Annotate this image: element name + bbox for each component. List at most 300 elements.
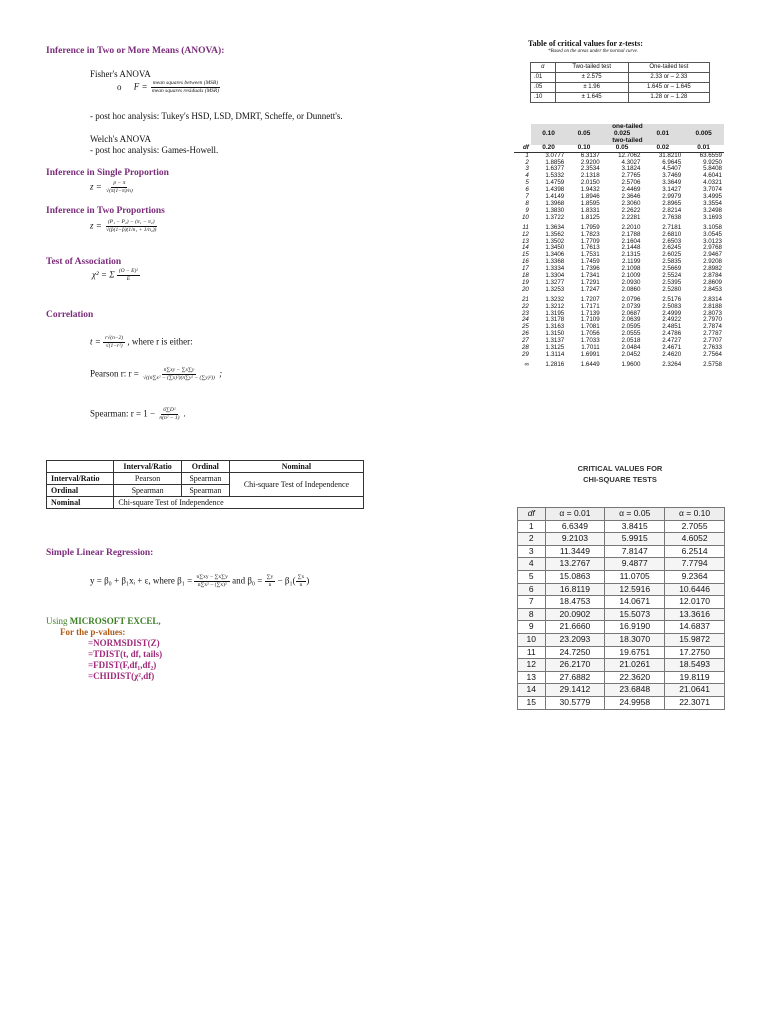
ttable-value-cell: 2.1604 (621, 237, 641, 245)
chi-value-cell: 4.6052 (665, 533, 725, 546)
chi-value-cell: 16.8119 (545, 583, 605, 596)
association-row-label: Nominal (47, 497, 114, 509)
chi-df-cell: 5 (518, 570, 546, 583)
two-proportions-numerator: (P₁ − P₂) − (π₁ − π₂) (107, 219, 155, 225)
ttable-df-cell: 6 (525, 186, 529, 194)
chi-square-table (517, 507, 725, 710)
chi-value-cell: 9.2364 (665, 570, 725, 583)
regression-b0-fraction (265, 574, 276, 589)
ttable-value-cell: 1.7531 (580, 251, 600, 259)
chi-header-cell: df (518, 508, 546, 521)
chi-df-cell: 7 (518, 596, 546, 609)
table-row (518, 583, 725, 596)
ttable-value-cell: 1.7396 (580, 265, 600, 273)
ttable-value-cell: 1.7247 (580, 285, 600, 293)
chi-square-lhs: χ² = Σ (92, 269, 115, 280)
ttable-value-cell: 2.5395 (662, 278, 682, 286)
ztable-header-cell: One-tailed test (628, 63, 709, 73)
ttable-df-cell: 10 (521, 213, 529, 221)
chi-value-cell: 2.7055 (665, 520, 725, 533)
ttable-value-cell: 1.3150 (545, 330, 565, 338)
fisher-bullet: o (117, 81, 122, 92)
ttable-value-cell: 2.2010 (621, 223, 641, 231)
table-row (531, 83, 710, 93)
ttable-alpha: 0.10 (566, 145, 601, 152)
ttable-value-cell: 2.7765 (621, 172, 641, 180)
ttable-value-cell: 4.3027 (621, 158, 641, 166)
excel-function: =CHIDIST(χ²,df) (88, 671, 155, 681)
correlation-t-numerator: r√(n−2) (105, 335, 124, 341)
chi-df-cell: 3 (518, 545, 546, 558)
ztable-header-cell: Two-tailed test (555, 63, 628, 73)
chi-value-cell: 15.5073 (605, 608, 665, 621)
ttable-value-cell: 1.7171 (580, 302, 600, 310)
single-proportion-numerator: p − π (113, 180, 126, 186)
ttable-value-cell: 1.9600 (621, 360, 641, 368)
ttable-alpha: 0.01 (642, 131, 683, 138)
chi-value-cell: 17.2750 (665, 646, 725, 659)
table-row (514, 287, 724, 295)
ttable-df-cell: 21 (521, 295, 529, 303)
ttable-value-cell: 2.9768 (703, 244, 722, 252)
regression-b0b-fraction (296, 574, 310, 589)
ttable-df-cell: 12 (521, 230, 529, 238)
ttable-value-cell: 1.7959 (580, 223, 600, 231)
ztable-cell: ± 1.645 (555, 93, 628, 103)
ttable-value-cell: 4.5407 (662, 165, 682, 173)
ttable-value-cell: 2.4851 (662, 323, 682, 331)
chi-value-cell: 7.7794 (665, 558, 725, 571)
association-header-cell: Ordinal (181, 461, 229, 473)
ttable-value-cell: 2.8784 (703, 272, 722, 280)
spearman-label: Spearman: r = 1 − (90, 408, 156, 419)
chi-value-cell: 7.8147 (605, 545, 665, 558)
ttable-value-cell: 2.9979 (662, 193, 682, 201)
single-proportion-fraction (104, 180, 135, 195)
ttable-df-cell: 19 (521, 278, 529, 286)
ttable-value-cell: 3.1427 (662, 186, 682, 194)
chi-value-cell: 14.0671 (605, 596, 665, 609)
chi-value-cell: 16.9190 (605, 621, 665, 634)
ttable-value-cell: 2.7181 (662, 223, 682, 231)
ttable-value-cell: 2.0930 (621, 278, 641, 286)
ttable-value-cell: 12.7062 (618, 151, 641, 159)
two-proportions-formula (90, 219, 158, 234)
ttable-value-cell: 2.0595 (621, 323, 641, 331)
ttable-df-cell: 16 (521, 258, 529, 266)
ttable-value-cell: 2.0687 (621, 309, 641, 317)
t-distribution-table (514, 124, 724, 369)
ttable-value-cell: 2.9467 (703, 251, 722, 259)
ttable-value-cell: 2.0518 (621, 337, 641, 345)
ttable-value-cell: 1.8595 (580, 199, 600, 207)
ttable-value-cell: 2.1009 (621, 272, 641, 280)
correlation-heading: Correlation (46, 310, 94, 320)
chi-df-cell: 15 (518, 696, 546, 709)
ttable-value-cell: 2.6025 (662, 251, 682, 259)
ttable-df-cell: 3 (525, 165, 529, 173)
ztable-cell: .05 (531, 83, 556, 93)
ttable-value-cell: 2.7970 (703, 316, 722, 324)
ttable-df-cell: 11 (522, 223, 529, 231)
table-row (47, 497, 364, 509)
ttable-body (514, 152, 724, 369)
single-proportion-heading: Inference in Single Proportion (46, 168, 169, 178)
ttable-value-cell: 3.7469 (662, 172, 682, 180)
table-row (514, 352, 724, 360)
excel-function: =NORMSDIST(Z) (88, 638, 160, 648)
ttable-value-cell: 2.3646 (621, 193, 641, 201)
ttable-value-cell: 1.7341 (580, 272, 600, 280)
chi-value-cell: 29.1412 (545, 684, 605, 697)
ttable-value-cell: 1.7613 (580, 244, 600, 252)
ttable-value-cell: 2.3060 (621, 199, 641, 207)
ttable-value-cell: 2.8609 (703, 278, 722, 286)
ttable-value-cell: 1.7011 (581, 344, 600, 352)
ztable-cell: 1.645 or – 1.645 (628, 83, 709, 93)
correlation-t-tail: , where r is either: (127, 336, 193, 347)
ttable-df-cell: 26 (521, 330, 529, 338)
chi-value-cell: 15.9872 (665, 633, 725, 646)
ttable-value-cell: 2.4727 (662, 337, 682, 345)
ttable-value-cell: 2.7874 (703, 323, 722, 331)
chi-value-cell: 22.3620 (605, 671, 665, 684)
association-cell: Spearman (114, 485, 181, 497)
ttable-value-cell: 2.7707 (703, 337, 722, 345)
fisher-numerator: mean squares between (MSB) (152, 80, 219, 86)
ztable (530, 62, 710, 103)
table-row (518, 621, 725, 634)
ttable-value-cell: 2.6245 (662, 244, 682, 252)
ttable-value-cell: 2.0484 (621, 344, 641, 352)
ttable-value-cell: 1.4759 (545, 179, 565, 187)
chi-square-denominator: E (126, 276, 131, 282)
ttable-df-cell: 28 (521, 344, 529, 352)
ttable-two-tailed-alphas (514, 145, 724, 152)
regression-b1-denominator: n∑x² − (∑x)² (197, 582, 227, 588)
ttable-alpha: 0.05 (602, 145, 643, 152)
chi-body (518, 520, 725, 709)
ttable-value-cell: 1.7109 (580, 316, 600, 324)
chi-value-cell: 10.6446 (665, 583, 725, 596)
table-row (518, 533, 725, 546)
chi-value-cell: 6.2514 (665, 545, 725, 558)
ttable-value-cell: 3.1693 (703, 213, 722, 221)
chi-value-cell: 27.6882 (545, 671, 605, 684)
chi-value-cell: 26.2170 (545, 659, 605, 672)
table-row (514, 215, 724, 223)
ttable-value-cell: 2.4671 (662, 344, 682, 352)
ttable-value-cell: 2.7633 (703, 344, 722, 352)
spearman-formula (90, 407, 186, 422)
association-cell: Chi-square Test of Independence (229, 473, 363, 497)
ttable-df-cell: ∞ (524, 360, 529, 368)
ttable-value-cell: 2.5706 (621, 179, 641, 187)
ttable-df-cell: 18 (521, 272, 529, 280)
ttable-value-cell: 1.8331 (580, 206, 600, 214)
ttable-df-cell: 13 (521, 237, 529, 245)
correlation-t-denominator: √(1−r²) (105, 343, 123, 349)
table-row (518, 646, 725, 659)
ttable-value-cell: 6.9645 (662, 158, 682, 166)
chi-df-cell: 13 (518, 671, 546, 684)
pearson-denominator: √((n∑x² − (∑x)²)(n∑y² − (∑y)²)) (143, 375, 215, 381)
chi-df-cell: 12 (518, 659, 546, 672)
ttable-df-cell: 4 (525, 172, 529, 180)
association-table-header (47, 461, 364, 473)
ttable-df-cell: 22 (521, 302, 529, 310)
chi-header-cell: α = 0.01 (545, 508, 605, 521)
ttable-value-cell: 1.3830 (545, 206, 565, 214)
ttable-corner (514, 131, 531, 138)
fisher-formula (117, 80, 221, 95)
regression-b0b-numerator: ∑x (297, 574, 305, 580)
ttable-value-cell: 1.6377 (545, 165, 565, 173)
chi-value-cell: 30.5779 (545, 696, 605, 709)
ttable-value-cell: 63.6559 (699, 151, 722, 159)
ttable-value-cell: 1.3304 (545, 272, 565, 280)
chi-df-cell: 1 (518, 520, 546, 533)
ttable-value-cell: 2.4469 (621, 186, 641, 194)
excel-for-pvalues: For the p-values: (60, 627, 126, 637)
excel-title (46, 616, 162, 627)
ttable-alpha: 0.02 (642, 145, 683, 152)
ttable-value-cell: 1.4149 (545, 193, 565, 201)
association-header-cell: Nominal (229, 461, 363, 473)
chi-value-cell: 18.4753 (545, 596, 605, 609)
ttable-value-cell: 2.9200 (580, 158, 600, 166)
chi-df-cell: 8 (518, 608, 546, 621)
excel-section (46, 616, 162, 682)
ttable-value-cell: 31.8210 (658, 151, 682, 159)
ztable-cell: .01 (531, 73, 556, 83)
ttable-df-cell: 9 (525, 206, 529, 214)
chi-df-cell: 11 (518, 646, 546, 659)
regression-mid: and β₀ = (232, 575, 263, 586)
chi-value-cell: 13.3616 (665, 608, 725, 621)
fisher-fraction (150, 80, 221, 95)
ttable-value-cell: 4.6041 (703, 172, 722, 180)
spearman-tail: . (183, 408, 186, 419)
ttable-df-cell: 23 (521, 309, 529, 317)
chi-value-cell: 21.0261 (605, 659, 665, 672)
ttable-value-cell: 5.8408 (703, 165, 722, 173)
table-row (518, 545, 725, 558)
regression-b1-fraction (194, 574, 229, 589)
ttable-value-cell: 2.1199 (621, 258, 641, 266)
ttable-df-cell: 7 (525, 193, 529, 201)
ztable-subtitle: *Based on the areas under the normal curve. (548, 49, 639, 54)
ztable-title: Table of critical values for z-tests: (528, 39, 643, 48)
single-proportion-lhs: z = (90, 181, 102, 192)
ttable-df-cell: 24 (521, 316, 529, 324)
ttable-value-cell: 1.3253 (545, 285, 565, 293)
ttable-value-cell: 4.0321 (703, 179, 722, 187)
regression-b1-numerator: n∑xy − ∑x∑y (196, 574, 228, 580)
ttable-value-cell: 1.3334 (545, 265, 565, 273)
anova-heading: Inference in Two or More Means (ANOVA): (46, 46, 225, 56)
chi-value-cell: 24.7250 (545, 646, 605, 659)
ttable-value-cell: 2.0796 (621, 295, 641, 303)
ztable-cell: ± 2.575 (555, 73, 628, 83)
ttable-df-cell: 2 (525, 158, 529, 166)
pearson-tail: ; (219, 368, 223, 379)
ttable-value-cell: 2.1448 (621, 244, 641, 252)
regression-b0b-denominator: n (299, 582, 303, 588)
ttable-value-cell: 1.7139 (580, 309, 600, 317)
table-row (518, 671, 725, 684)
association-header-cell: Interval/Ratio (114, 461, 181, 473)
ttable-df-cell: 20 (521, 285, 529, 293)
ttable-value-cell: 9.9250 (703, 158, 722, 166)
ttable-alpha: 0.01 (683, 145, 724, 152)
ttable-value-cell: 1.2816 (545, 360, 565, 368)
welch-title: Welch's ANOVA (90, 134, 151, 144)
regression-b0-numerator: ∑y (266, 574, 274, 580)
ttable-corner (514, 124, 531, 131)
ttable-value-cell: 1.3232 (545, 295, 565, 303)
ttable-value-cell: 1.3562 (545, 230, 565, 238)
spearman-fraction (157, 407, 181, 422)
table-row (518, 558, 725, 571)
ttable-value-cell: 2.4999 (662, 309, 682, 317)
table-row (518, 596, 725, 609)
ttable-value-cell: 2.7564 (703, 351, 722, 358)
chi-value-cell: 12.5916 (605, 583, 665, 596)
ttable-value-cell: 1.8946 (580, 193, 600, 201)
single-proportion-denominator: √(π(1−π)/n) (106, 188, 133, 194)
spearman-denominator: n(n² − 1) (159, 415, 180, 421)
chi-square-fraction (117, 268, 140, 283)
ttable-value-cell: 1.3406 (545, 251, 565, 259)
welch-posthoc: - post hoc analysis: Games-Howell. (90, 145, 219, 155)
ttable-value-cell: 2.9208 (703, 258, 722, 266)
ttable-value-cell: 2.8453 (703, 285, 722, 293)
ttable-value-cell: 1.7056 (580, 330, 600, 338)
ttable-value-cell: 3.0777 (545, 151, 565, 159)
ttable-value-cell: 1.7207 (580, 295, 600, 303)
spearman-numerator: 6∑D² (163, 407, 176, 413)
single-proportion-formula (90, 180, 135, 195)
ttable-value-cell: 3.2498 (703, 206, 722, 214)
pearson-fraction (141, 367, 217, 382)
two-proportions-fraction (104, 219, 158, 234)
association-cell: Chi-square Test of Independence (114, 497, 364, 509)
ttable-value-cell: 2.0150 (580, 179, 600, 187)
correlation-t-formula (90, 335, 193, 350)
ttable-df-cell: 29 (521, 351, 529, 358)
chi-value-cell: 18.5493 (665, 659, 725, 672)
excel-using: Using (46, 616, 68, 626)
ttable-value-cell: 1.3178 (545, 316, 565, 324)
ttable-value-cell: 1.7081 (580, 323, 600, 331)
chi-header-row (518, 508, 725, 521)
chi-value-cell: 21.6660 (545, 621, 605, 634)
ttable-value-cell: 2.2622 (621, 206, 641, 214)
ttable-df-cell: 1 (525, 151, 529, 159)
ttable-value-cell: 2.4786 (662, 330, 682, 338)
excel-function: =FDIST(F,df₁,df₂) (88, 660, 157, 670)
ttable-value-cell: 1.8856 (545, 158, 565, 166)
chi-value-cell: 24.9958 (605, 696, 665, 709)
chi-df-cell: 10 (518, 633, 546, 646)
chi-square-numerator: (O − E)² (118, 268, 138, 274)
ttable-alpha: 0.025 (602, 131, 643, 138)
ttable-value-cell: 2.1318 (580, 172, 600, 180)
ttable-value-cell: 1.3195 (545, 309, 565, 317)
ttable-value-cell: 2.8982 (703, 265, 722, 273)
regression-b0-denominator: n (268, 582, 272, 588)
ttable-value-cell: 2.1788 (621, 230, 641, 238)
association-cell: Spearman (181, 485, 229, 497)
ttable-value-cell: 1.8125 (580, 213, 600, 221)
chi-value-cell: 23.6848 (605, 684, 665, 697)
pearson-formula (90, 367, 222, 382)
ttable-value-cell: 1.5332 (545, 172, 565, 180)
chi-square-formula (92, 268, 140, 283)
excel-function: =TDIST(t, df, tails) (88, 649, 163, 659)
ttable-value-cell: 2.0860 (621, 285, 641, 293)
ttable-value-cell: 3.4995 (703, 193, 722, 201)
ttable-value-cell: 2.5176 (662, 295, 682, 303)
ttable-value-cell: 2.8214 (662, 206, 682, 214)
ttable-alpha: 0.005 (683, 131, 724, 138)
excel-name: MICROSOFT EXCEL, (69, 616, 161, 626)
ttable-df-cell: 25 (521, 323, 529, 331)
ttable-value-cell: 3.7074 (703, 186, 722, 194)
ttable-value-cell: 1.3722 (545, 213, 565, 221)
ztable-cell: 1.28 or – 1.28 (628, 93, 709, 103)
ttable-value-cell: 2.8188 (703, 302, 722, 310)
chi-df-cell: 9 (518, 621, 546, 634)
ttable-value-cell: 2.7787 (703, 330, 722, 338)
ttable-value-cell: 1.7459 (580, 258, 600, 266)
fisher-title: Fisher's ANOVA (90, 69, 151, 79)
ttable-value-cell: 1.3968 (545, 199, 565, 207)
ttable-value-cell: 3.0545 (703, 230, 722, 238)
chi-header-cell: α = 0.05 (605, 508, 665, 521)
association-cell: Spearman (181, 473, 229, 485)
ttable-value-cell: 1.4398 (545, 186, 565, 194)
chi-title-line2: CHI-SQUARE TESTS (583, 475, 657, 484)
ttable-value-cell: 3.3649 (662, 179, 682, 187)
chi-df-cell: 14 (518, 684, 546, 697)
ttable-alpha: 0.05 (566, 131, 601, 138)
table-row (531, 73, 710, 83)
pearson-numerator: n∑xy − ∑x∑y (163, 367, 195, 373)
fisher-lhs: F = (133, 81, 148, 92)
ttable-value-cell: 1.6449 (580, 360, 600, 368)
chi-value-cell: 18.3070 (605, 633, 665, 646)
chi-df-cell: 4 (518, 558, 546, 571)
table-row (518, 633, 725, 646)
ttable-value-cell: 1.7291 (580, 278, 600, 286)
chi-df-cell: 6 (518, 583, 546, 596)
ttable-value-cell: 2.3534 (580, 165, 600, 173)
ttable-value-cell: 2.4922 (662, 316, 682, 324)
ttable-value-cell: 2.8073 (703, 309, 722, 317)
association-cell: Pearson (114, 473, 181, 485)
ztable-cell: ± 1.96 (555, 83, 628, 93)
ttable-one-tailed-label: one-tailed (531, 124, 724, 131)
table-row (514, 360, 724, 368)
regression-close: ) (306, 575, 310, 586)
ttable-value-cell: 2.7638 (662, 213, 682, 221)
table-row (518, 570, 725, 583)
correlation-t-fraction (103, 335, 125, 350)
ttable-value-cell: 1.9432 (580, 186, 600, 194)
ttable-value-cell: 3.1824 (621, 165, 641, 173)
